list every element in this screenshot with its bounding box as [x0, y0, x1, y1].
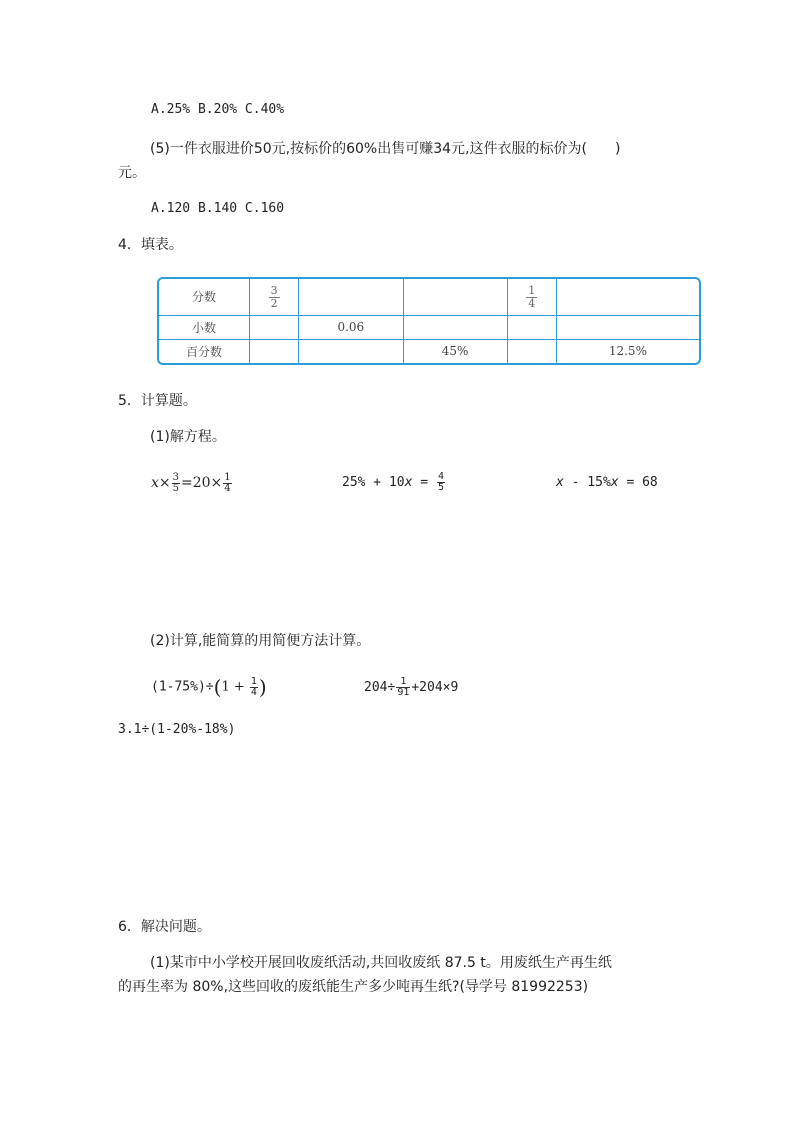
table-row — [159, 339, 699, 363]
conversion-table — [157, 277, 701, 365]
q4-options: A.25% B.20% C.40% — [151, 102, 285, 117]
problem-1-line2: 的再生率为 80%,这些回收的废纸能生产多少吨再生纸?(导学号 81992253) — [118, 979, 589, 995]
row-header: 小数 — [159, 315, 250, 339]
fraction: $\frac{4}{5}$ — [437, 471, 444, 493]
table-cell — [507, 279, 556, 315]
sub2-title: (2)计算,能简算的用简便方法计算。 — [150, 633, 371, 649]
q5-options: A.120 B.140 C.160 — [151, 201, 285, 216]
table-cell: 12.5% — [556, 339, 699, 363]
q5-title: 5．计算题。 — [118, 393, 197, 409]
fraction: $\frac{3}{5}$ — [172, 471, 180, 494]
table-cell[interactable] — [556, 315, 699, 339]
calculation-2: 204÷ $\frac{1}{91}$ +204×9 — [364, 676, 459, 698]
row-header: 百分数 — [159, 339, 250, 363]
table-row — [159, 315, 699, 339]
fraction: $\frac{3}{2}$ — [270, 284, 278, 311]
fraction: $\frac{1}{4}$ — [528, 284, 536, 311]
equation-2: 25% + 10x = $\frac{4}{5}$ — [342, 471, 444, 493]
row-header: 分数 — [159, 279, 250, 315]
table-cell[interactable] — [403, 315, 507, 339]
q5-question-line1: (5)一件衣服进价50元,按标价的60%出售可赚34元,这件衣服的标价为( ) — [150, 141, 621, 157]
equation-3: x - 15%x = 68 — [556, 475, 658, 490]
table-cell: 0.06 — [299, 315, 403, 339]
sub1-title: (1)解方程。 — [150, 429, 226, 445]
table-cell[interactable] — [403, 279, 507, 315]
table-cell[interactable] — [507, 339, 556, 363]
table-cell — [250, 279, 299, 315]
calculation-3: 3.1÷(1-20%-18%) — [118, 722, 236, 737]
calculation-1: (1-75%)÷(1 + $\frac{1}{4}$ ) — [151, 675, 267, 699]
table-cell[interactable] — [299, 339, 403, 363]
table-cell[interactable] — [556, 279, 699, 315]
table-row — [159, 279, 699, 315]
fraction: $\frac{1}{4}$ — [224, 471, 231, 494]
fraction: $\frac{1}{91}$ — [397, 676, 410, 698]
table-cell[interactable] — [250, 339, 299, 363]
table-cell[interactable] — [250, 315, 299, 339]
table-cell[interactable] — [507, 315, 556, 339]
table-cell: 45% — [403, 339, 507, 363]
table-cell[interactable] — [299, 279, 403, 315]
fraction: $\frac{1}{4}$ — [250, 675, 257, 698]
q5-question-line2: 元。 — [118, 165, 146, 181]
q4-title: 4．填表。 — [118, 237, 183, 253]
q6-title: 6．解决问题。 — [118, 919, 211, 935]
equation-1: x× $\frac{3}{5}$ =20× $\frac{1}{4}$ — [151, 471, 231, 494]
problem-1-line1: (1)某市中小学校开展回收废纸活动,共回收废纸 87.5 t。用废纸生产再生纸 — [150, 955, 612, 971]
